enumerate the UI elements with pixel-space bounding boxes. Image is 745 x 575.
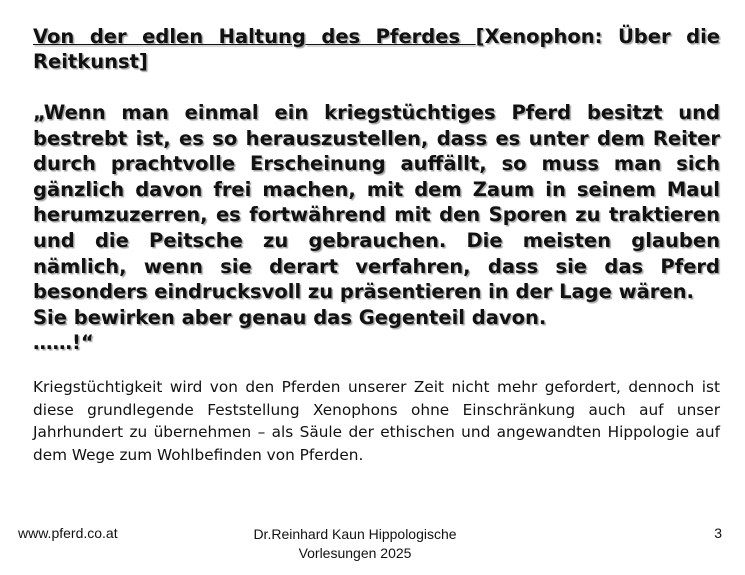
xenophon-quote	[33, 100, 720, 356]
title-source: [Xenophon: Über die Reitkunst]	[33, 25, 720, 73]
slide-title	[33, 24, 720, 74]
footer-author-line2: Vorlesungen 2025	[298, 545, 412, 561]
footer-author-line1: Dr.Reinhard Kaun Hippologische	[253, 526, 457, 542]
title-underlined: Von der edlen Haltung des Pferdes	[33, 25, 476, 48]
page-number: 3	[714, 525, 722, 541]
slide-content	[33, 24, 720, 467]
footer-website: www.pferd.co.at	[18, 525, 118, 541]
footer-author	[230, 525, 480, 563]
quote-paragraph: „Wenn man einmal ein kriegstüchtiges Pferd besitzt und bestrebt ist, es so herauszustellen, dass es unter dem Reiter durch prachtvolle Erscheinung auffällt, so muss man sich gänzlich davon frei machen, mit dem Zaum in seinem Maul herumzuzerren, es fortwährend mit den Sporen zu traktieren und die Peitsche zu gebrauchen. Die meisten glauben nämlich, wenn sie derart verfahren, dass sie das Pferd besonders eindrucksvoll zu präsentieren in der Lage wären.	[33, 101, 720, 304]
commentary-paragraph: Kriegstüchtigkeit wird von den Pferden unserer Zeit nicht mehr gefordert, dennoch ist diese grundlegende Feststellung Xenophons ohne Einschränkung auch auf unser Jahrhundert zu übernehmen – als Säule der ethischen und angewandten Hippologie auf dem Wege zum Wohlbefinden von Pferden.	[33, 377, 720, 465]
quote-conclusion: Sie bewirken aber genau das Gegenteil davon.	[33, 305, 547, 329]
quote-ending: ……!“	[33, 331, 94, 355]
